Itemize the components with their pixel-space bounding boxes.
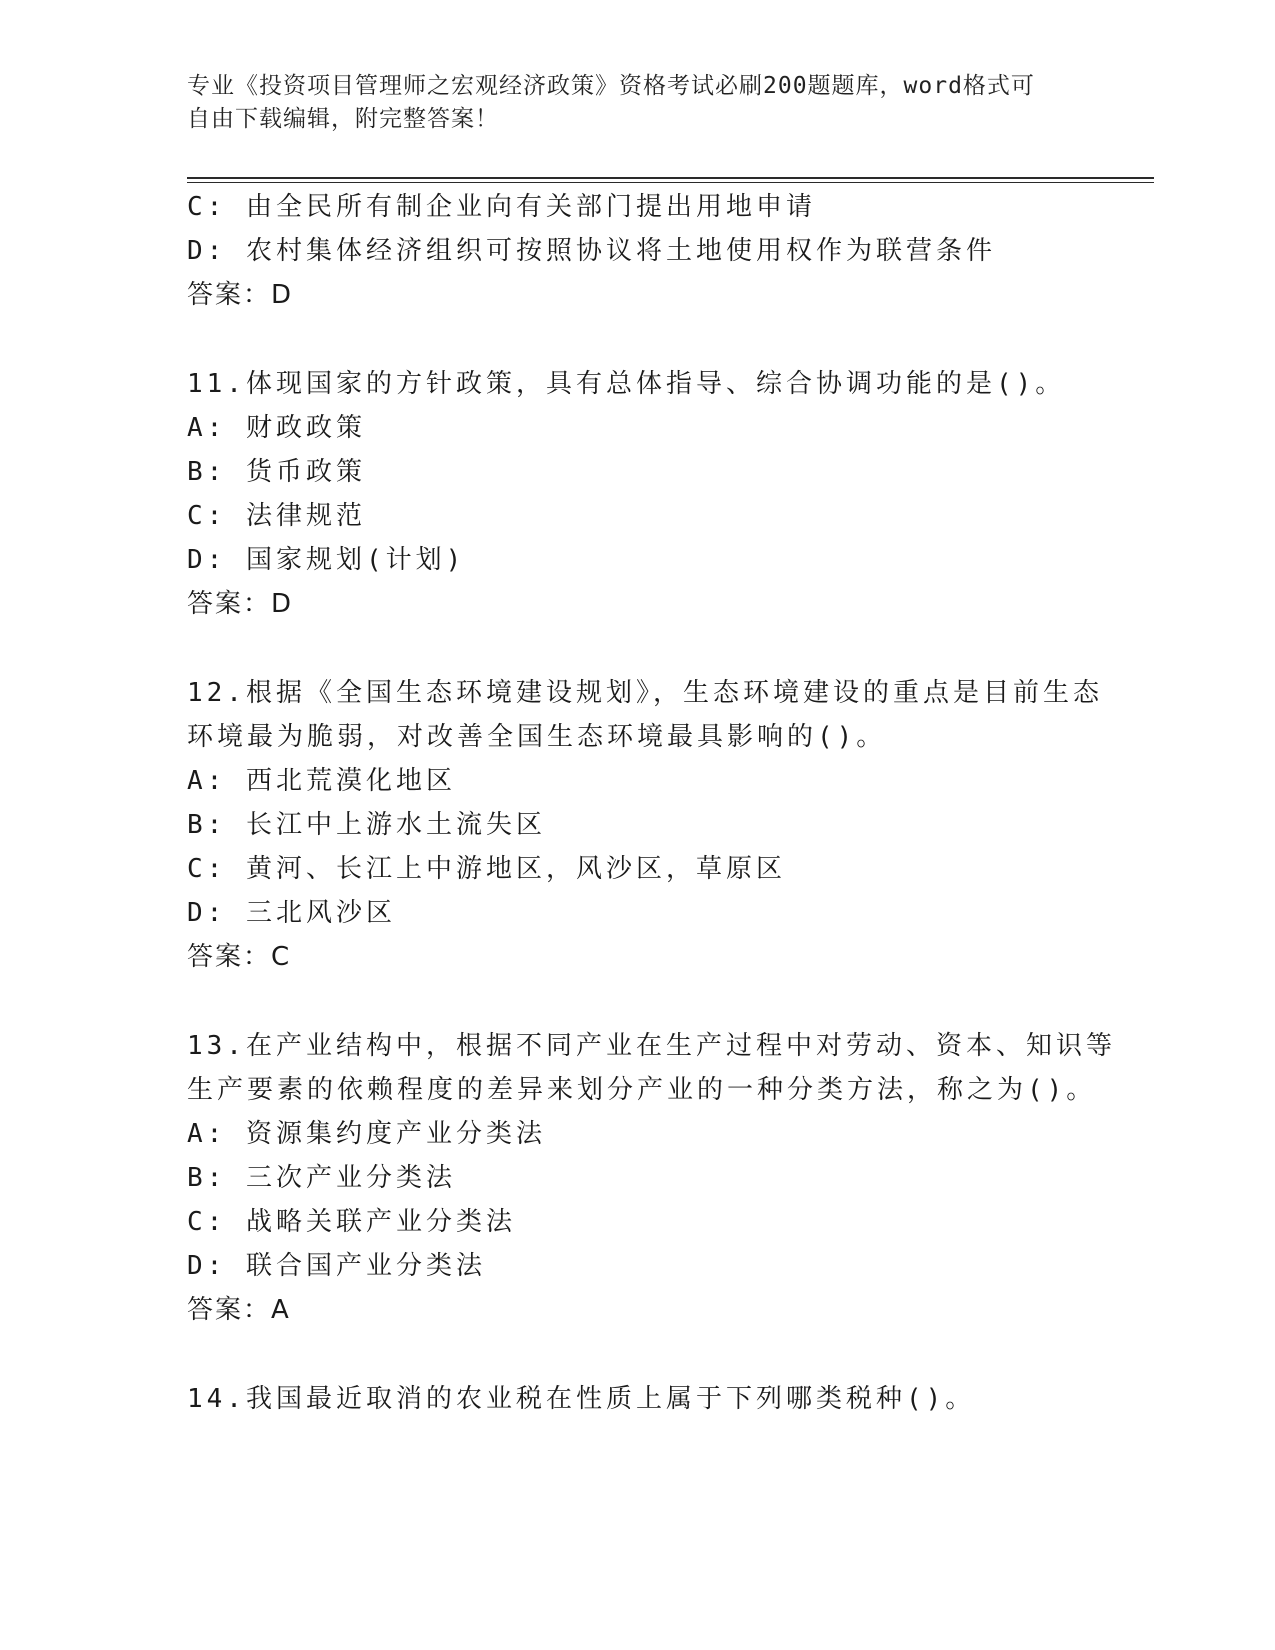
q13-option-d: D: 联合国产业分类法 — [187, 1251, 486, 1281]
header-rule-thick — [187, 177, 1154, 179]
q11-option-a: A: 财政政策 — [187, 413, 366, 443]
q12-stem-line-2: 环境最为脆弱，对改善全国生态环境最具影响的()。 — [187, 722, 887, 752]
q11-stem: 11.体现国家的方针政策，具有总体指导、综合协调功能的是()。 — [187, 369, 1066, 399]
q12-option-c: C: 黄河、长江上中游地区，风沙区，草原区 — [187, 854, 786, 884]
q13-option-c: C: 战略关联产业分类法 — [187, 1207, 516, 1237]
header-rule-thin — [187, 182, 1154, 183]
q13-answer: 答案：A — [187, 1295, 291, 1325]
q12-option-b: B: 长江中上游水土流失区 — [187, 810, 546, 840]
q13-option-a: A: 资源集约度产业分类法 — [187, 1119, 546, 1149]
q11-option-c: C: 法律规范 — [187, 501, 366, 531]
q12-option-a: A: 西北荒漠化地区 — [187, 766, 456, 796]
q10-answer: 答案：D — [187, 280, 294, 310]
q10-option-c: C: 由全民所有制企业向有关部门提出用地申请 — [187, 192, 816, 222]
q13-stem-line-1: 13.在产业结构中，根据不同产业在生产过程中对劳动、资本、知识等 — [187, 1031, 1116, 1061]
q11-option-d: D: 国家规划(计划) — [187, 545, 466, 575]
q12-answer: 答案：C — [187, 942, 292, 972]
header-line-2: 自由下载编辑，附完整答案！ — [187, 106, 499, 132]
document-header — [187, 70, 1067, 136]
q14-stem: 14.我国最近取消的农业税在性质上属于下列哪类税种()。 — [187, 1384, 976, 1414]
q11-answer: 答案：D — [187, 589, 294, 619]
header-line-1: 专业《投资项目管理师之宏观经济政策》资格考试必刷200题题库，word格式可 — [187, 73, 1035, 99]
q13-stem-line-2: 生产要素的依赖程度的差异来划分产业的一种分类方法，称之为()。 — [187, 1075, 1097, 1105]
q10-option-d: D: 农村集体经济组织可按照协议将土地使用权作为联营条件 — [187, 236, 996, 266]
q11-option-b: B: 货币政策 — [187, 457, 366, 487]
q13-option-b: B: 三次产业分类法 — [187, 1163, 456, 1193]
q12-option-d: D: 三北风沙区 — [187, 898, 396, 928]
q12-stem-line-1: 12.根据《全国生态环境建设规划》，生态环境建设的重点是目前生态 — [187, 678, 1103, 708]
